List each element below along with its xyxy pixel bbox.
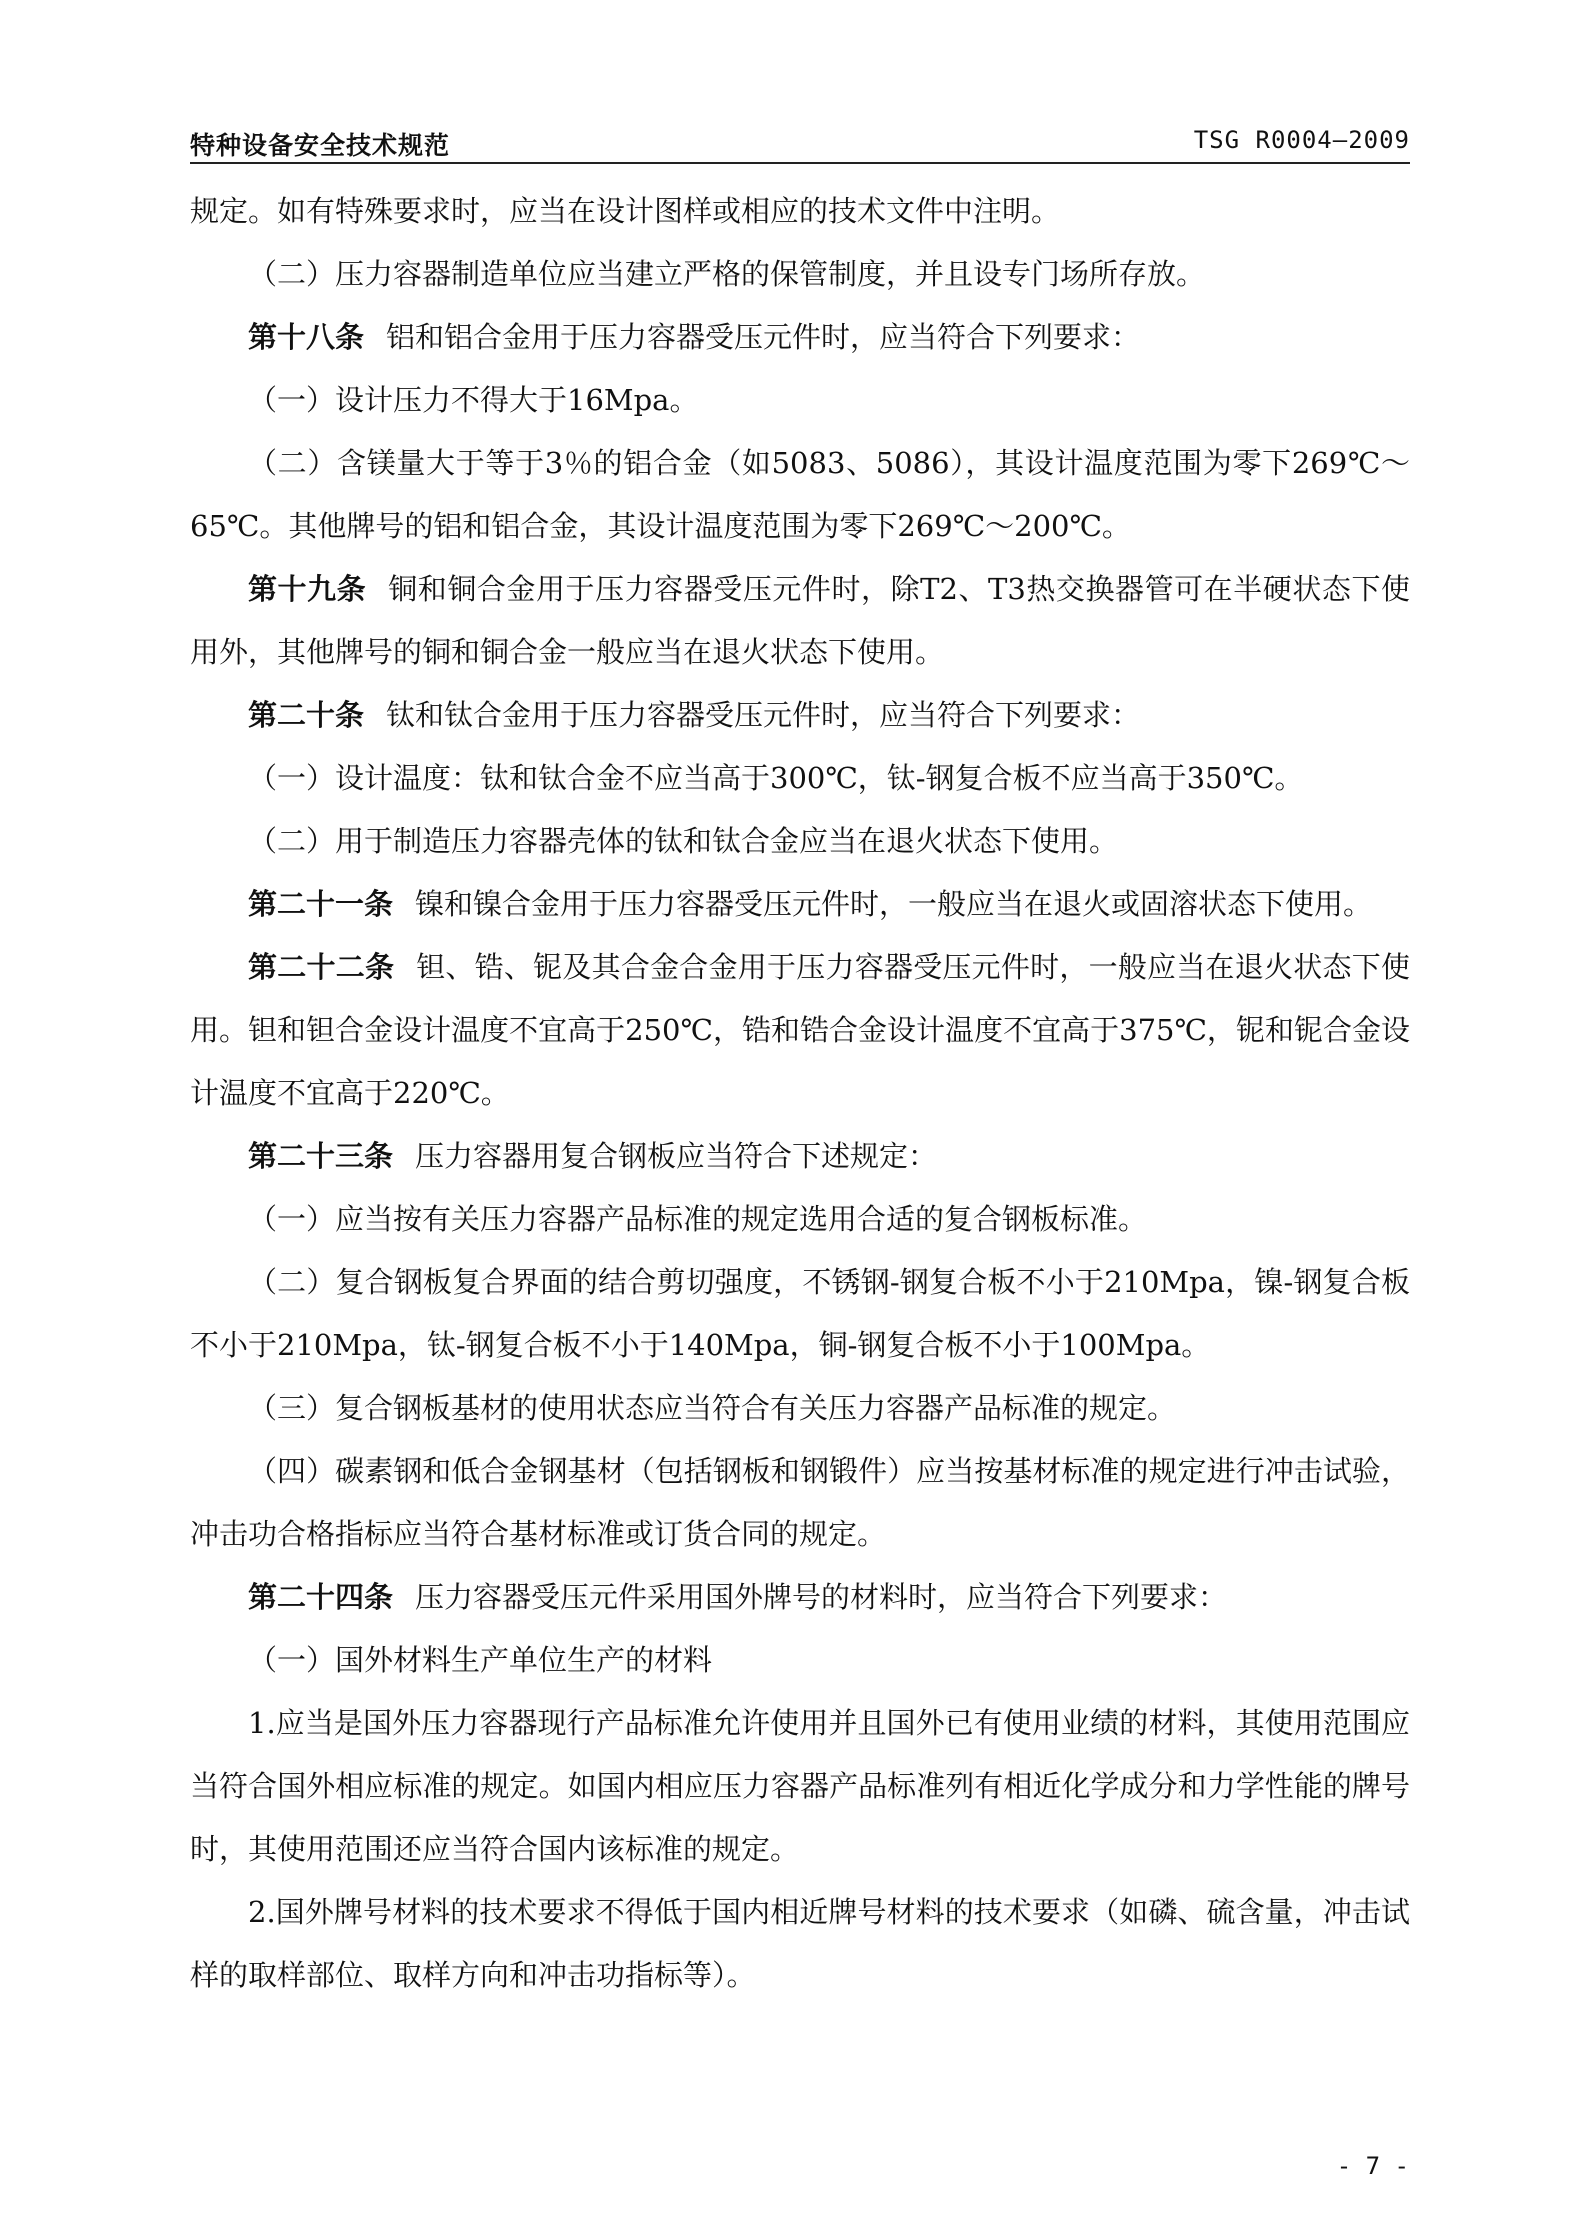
paragraph [190, 1188, 1410, 1251]
article-number: 第十九条 [248, 572, 367, 606]
article-paragraph [190, 306, 1410, 369]
article-paragraph [190, 684, 1410, 747]
article-number: 第十八条 [248, 320, 365, 354]
paragraph-text: （一）设计压力不得大于16Mpa。 [248, 383, 699, 417]
paragraph-text: 1.应当是国外压力容器现行产品标准允许使用并且国外已有使用业绩的材料，其使用范围应当符合国外相应标准的规定。如国内相应压力容器产品标准列有相近化学成分和力学性能的牌号时，其使用范围还应当符合国内该标准的规定。 [190, 1706, 1410, 1866]
paragraph-text: 压力容器用复合钢板应当符合下述规定： [415, 1139, 938, 1173]
page-number: - 7 - [1336, 2152, 1409, 2180]
paragraph [190, 1251, 1410, 1377]
paragraph-text: 压力容器受压元件采用国外牌号的材料时，应当符合下列要求： [415, 1580, 1228, 1614]
article-paragraph [190, 558, 1410, 684]
paragraph [190, 1440, 1410, 1566]
paragraph-text: （二）含镁量大于等于3％的铝合金（如5083、5086），其设计温度范围为零下269℃～65℃。其他牌号的铝和铝合金，其设计温度范围为零下269℃～200℃。 [190, 446, 1410, 543]
paragraph-text: 钽、锆、铌及其合金合金用于压力容器受压元件时，一般应当在退火状态下使用。钽和钽合金设计温度不宜高于250℃，锆和锆合金设计温度不宜高于375℃，铌和铌合金设计温度不宜高于220℃。 [190, 950, 1410, 1110]
paragraph [190, 369, 1410, 432]
paragraph [190, 180, 1410, 243]
paragraph [190, 747, 1410, 810]
article-number: 第二十一条 [248, 887, 394, 921]
paragraph-text: （二）复合钢板复合界面的结合剪切强度，不锈钢-钢复合板不小于210Mpa，镍-钢复合板不小于210Mpa，钛-钢复合板不小于140Mpa，铜-钢复合板不小于100Mpa。 [190, 1265, 1410, 1362]
article-paragraph [190, 936, 1410, 1125]
paragraph [190, 1629, 1410, 1692]
paragraph [190, 1377, 1410, 1440]
paragraph [190, 432, 1410, 558]
paragraph-text: 2.国外牌号材料的技术要求不得低于国内相近牌号材料的技术要求（如磷、硫含量，冲击试样的取样部位、取样方向和冲击功指标等）。 [190, 1895, 1410, 1992]
regulation-series-title: 特种设备安全技术规范 [190, 131, 451, 160]
paragraph [190, 1881, 1410, 2007]
article-paragraph [190, 1566, 1410, 1629]
paragraph-text: （三）复合钢板基材的使用状态应当符合有关压力容器产品标准的规定。 [248, 1391, 1177, 1425]
paragraph-text: （二）用于制造压力容器壳体的钛和钛合金应当在退火状态下使用。 [248, 824, 1119, 858]
article-number: 第二十二条 [248, 950, 395, 984]
article-number: 第二十条 [248, 698, 365, 732]
body-text [190, 180, 1410, 2007]
paragraph-text: 铜和铜合金用于压力容器受压元件时，除T2、T3热交换器管可在半硬状态下使用外，其他牌号的铜和铜合金一般应当在退火状态下使用。 [190, 572, 1410, 669]
article-paragraph [190, 1125, 1410, 1188]
paragraph-text: （二）压力容器制造单位应当建立严格的保管制度，并且设专门场所存放。 [248, 257, 1206, 291]
paragraph-text: （一）国外材料生产单位生产的材料 [248, 1643, 713, 1677]
paragraph-text: （一）设计温度：钛和钛合金不应当高于300℃，钛-钢复合板不应当高于350℃。 [248, 761, 1304, 795]
paragraph-text: 钛和钛合金用于压力容器受压元件时，应当符合下列要求： [386, 698, 1141, 732]
paragraph-text: 镍和镍合金用于压力容器受压元件时，一般应当在退火或固溶状态下使用。 [415, 887, 1373, 921]
page-header [190, 118, 1410, 164]
article-number: 第二十三条 [248, 1139, 394, 1173]
paragraph [190, 810, 1410, 873]
paragraph-text: （四）碳素钢和低合金钢基材（包括钢板和钢锻件）应当按基材标准的规定进行冲击试验，冲击功合格指标应当符合基材标准或订货合同的规定。 [190, 1454, 1410, 1551]
paragraph-text: （一）应当按有关压力容器产品标准的规定选用合适的复合钢板标准。 [248, 1202, 1148, 1236]
article-paragraph [190, 873, 1410, 936]
paragraph [190, 243, 1410, 306]
paragraph-text: 铝和铝合金用于压力容器受压元件时，应当符合下列要求： [386, 320, 1141, 354]
regulation-code: TSG R0004—2009 [1193, 126, 1410, 154]
paragraph-text: 规定。如有特殊要求时，应当在设计图样或相应的技术文件中注明。 [190, 194, 1061, 228]
paragraph [190, 1692, 1410, 1881]
article-number: 第二十四条 [248, 1580, 394, 1614]
